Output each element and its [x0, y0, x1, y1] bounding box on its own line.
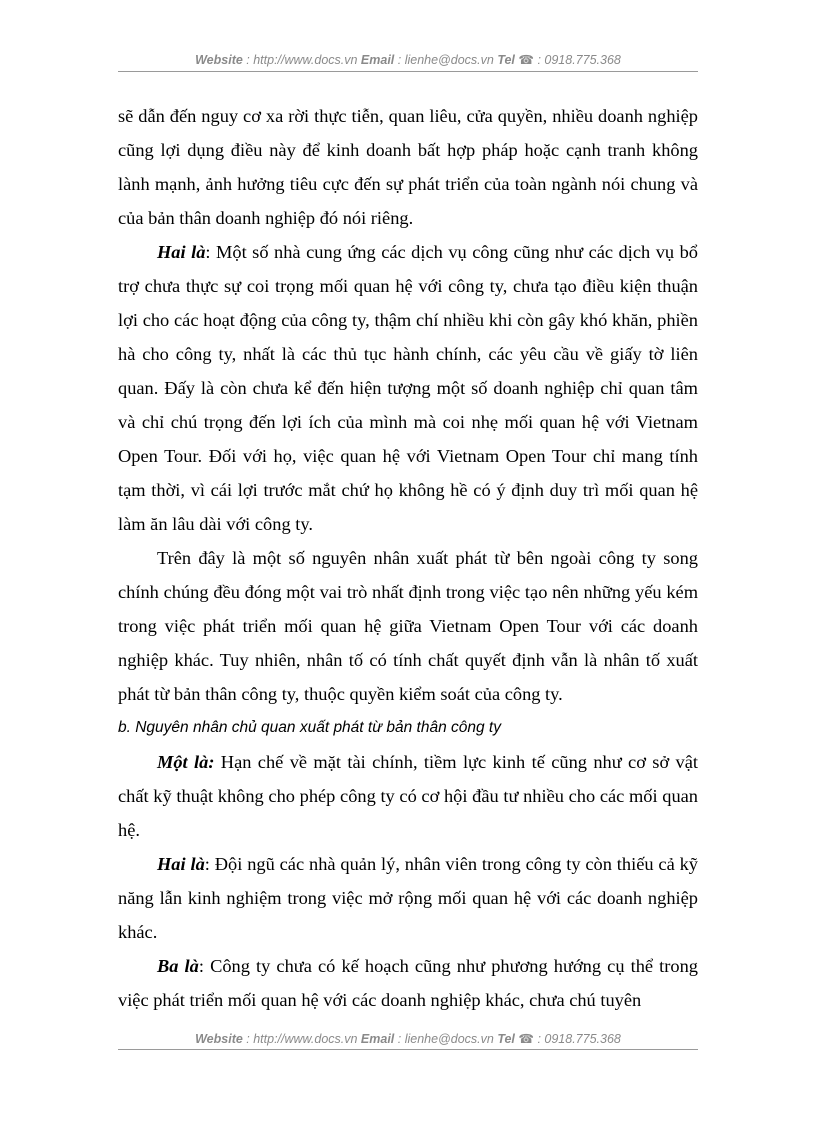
footer-email-label: Email — [360, 1032, 395, 1046]
footer-tel-label: Tel — [497, 1032, 515, 1046]
header-website-link[interactable]: : http://www.docs.vn — [242, 53, 361, 67]
header-tel-label: Tel — [497, 53, 515, 67]
paragraph-4 — [118, 745, 698, 847]
paragraph-2-text: : Một số nhà cung ứng các dịch vụ công cũng như các dịch vụ bổ trợ chưa thực sự coi trọng mối quan hệ với công ty, chưa tạo điều kiện thuận lợi cho các hoạt động của công ty, thậm chí nhiều khi còn gây khó khăn, phiền hà cho công ty, nhất là các thủ tục hành chính, các yêu cầu về giấy tờ liên quan. Đấy là còn chưa kể đến hiện tượng một số doanh nghiệp chỉ quan tâm và chỉ chú trọng đến lợi ích của mình mà coi nhẹ mối quan hệ với Vietnam Open Tour. Đối với họ, việc quan hệ với Vietnam Open Tour chỉ mang tính tạm thời, vì cái lợi trước mắt chứ họ không hề có ý định duy trì mối quan hệ làm ăn lâu dài với công ty. — [118, 242, 699, 534]
footer-website-label: Website — [195, 1032, 243, 1046]
paragraph-5-text: : Đội ngũ các nhà quản lý, nhân viên trong công ty còn thiếu cả kỹ năng lẫn kinh nghiệm trong việc mở rộng mối quan hệ với các doanh nghiệp khác. — [118, 854, 699, 942]
paragraph-1-text: sẽ dẫn đến nguy cơ xa rời thực tiễn, quan liêu, cửa quyền, nhiều doanh nghiệp cũng lợi dụng điều này để kinh doanh bất hợp pháp hoặc cạnh tranh không lành mạnh, ảnh hưởng tiêu cực đến sự phát triển của toàn ngành nói chung và của bản thân doanh nghiệp đó nói riêng. — [118, 106, 698, 228]
header-divider — [118, 71, 698, 72]
header-email-link[interactable]: : lienhe@docs.vn — [394, 53, 498, 67]
paragraph-1 — [118, 99, 698, 235]
paragraph-4-lead: Một là: — [157, 752, 215, 772]
paragraph-3 — [118, 541, 698, 711]
header-tel-value: : 0918.775.368 — [533, 53, 621, 67]
phone-icon: ☎ — [518, 53, 534, 67]
paragraph-2 — [118, 235, 698, 541]
page-footer — [118, 1031, 698, 1046]
paragraph-6-lead: Ba là — [157, 956, 199, 976]
paragraph-4-text: Hạn chế về mặt tài chính, tiềm lực kinh tế cũng như cơ sở vật chất kỹ thuật không cho phép công ty có cơ hội đầu tư nhiều cho các mối quan hệ. — [118, 752, 698, 840]
paragraph-6 — [118, 949, 698, 1017]
phone-icon: ☎ — [518, 1032, 534, 1046]
document-body — [118, 99, 698, 1017]
footer-website-link[interactable]: : http://www.docs.vn — [242, 1032, 361, 1046]
footer-email-link[interactable]: : lienhe@docs.vn — [394, 1032, 498, 1046]
paragraph-5 — [118, 847, 698, 949]
paragraph-5-lead: Hai là — [157, 854, 205, 874]
paragraph-6-text: : Công ty chưa có kế hoạch cũng như phương hướng cụ thể trong việc phát triển mối quan hệ với các doanh nghiệp khác, chưa chú tuyên — [118, 956, 699, 1010]
paragraph-2-lead: Hai là — [157, 242, 206, 262]
paragraph-3-text: Trên đây là một số nguyên nhân xuất phát từ bên ngoài công ty song chính chúng đều đóng một vai trò nhất định trong việc tạo nên những yếu kém trong việc phát triển mối quan hệ giữa Vietnam Open Tour với các doanh nghiệp khác. Tuy nhiên, nhân tố có tính chất quyết định vẫn là nhân tố xuất phát từ bản thân công ty, thuộc quyền kiểm soát của công ty. — [118, 548, 698, 704]
footer-divider — [118, 1049, 698, 1050]
header-website-label: Website — [195, 53, 243, 67]
header-email-label: Email — [360, 53, 395, 67]
footer-tel-value: : 0918.775.368 — [533, 1032, 621, 1046]
page-header — [118, 52, 698, 67]
section-subheading: b. Nguyên nhân chủ quan xuất phát từ bản thân công ty — [118, 719, 501, 736]
